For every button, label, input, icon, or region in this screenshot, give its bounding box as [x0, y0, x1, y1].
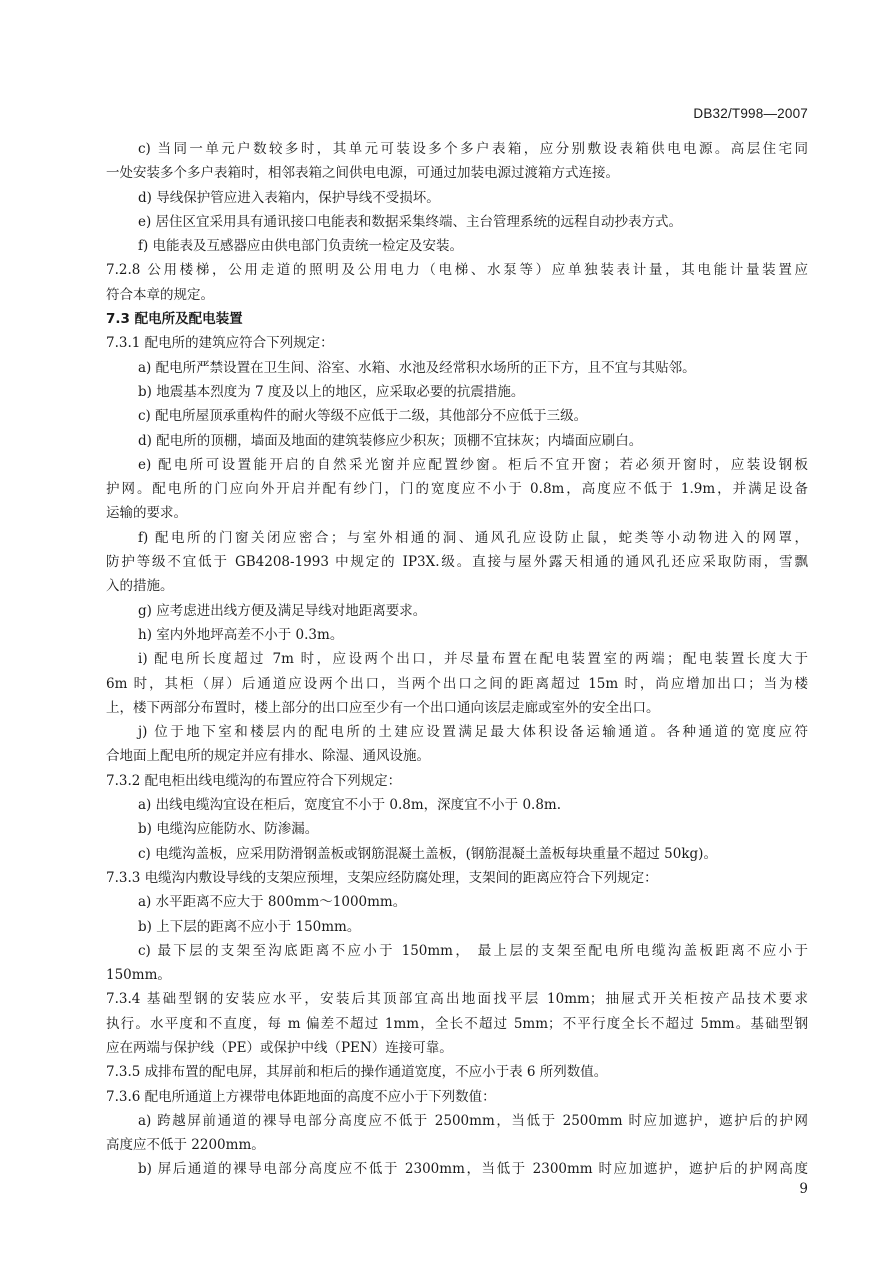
text-line: e) 居住区宜采用具有通讯接口电能表和数据采集终端、主台管理系统的远程自动抄表方式。 [138, 213, 683, 230]
text-line: g) 应考虑进出线方便及满足导线对地距离要求。 [138, 602, 427, 619]
text-line: 上，楼下两部分布置时，楼上部分的出口应至少有一个出口通向该层走廊或室外的安全出口。 [106, 699, 660, 716]
text-line: d) 配电所的顶棚，墙面及地面的建筑装修应少积灰；顶棚不宜抹灰；内墙面应刷白。 [138, 432, 643, 449]
text-line: i) 配电所长度超过 7m 时，应设两个出口，并尽量布置在配电装置室的两端；配电装置长度大于 [138, 651, 808, 668]
text-line: 7.3.2 配电柜出线电缆沟的布置应符合下列规定： [106, 772, 402, 789]
text-line: 护网。配电所的门应向外开启并配有纱门，门的宽度应不小于 0.8m，高度应不低于 1.9m，并满足设备 [106, 481, 808, 498]
text-line: b) 上下层的距离不应小于 150mm。 [138, 918, 361, 935]
text-line: f) 配电所的门窗关闭应密合；与室外相通的洞、通风孔应设防止鼠，蛇类等小动物进入的网罩， [138, 529, 808, 546]
text-line: c) 配电所屋顶承重构件的耐火等级不应低于二级，其他部分不应低于三级。 [138, 408, 588, 425]
text-line: c) 当同一单元户数较多时，其单元可装设多个多户表箱，应分别敷设表箱供电电源。高层住宅同 [138, 141, 808, 157]
text-line: c) 最下层的支架至沟底距离不应小于 150mm， 最上层的支架至配电所电缆沟盖板距离不应小于 [138, 942, 808, 959]
text-line: 入的措施。 [106, 578, 174, 595]
text-line: e) 配电所可设置能开启的自然采光窗并应配置纱窗。柜后不宜开窗；若必须开窗时，应装设钢板 [138, 456, 808, 473]
text-line: 150mm。 [106, 967, 171, 984]
text-line: j) 位于地下室和楼层内的配电所的土建应设置满足最大体积设备运输通道。各种通道的宽度应符 [138, 724, 808, 741]
page-number: 9 [799, 1181, 808, 1197]
text-line: f) 电能表及互感器应由供电部门负责统一检定及安装。 [138, 238, 464, 255]
text-line: 7.3.4 基础型钢的安装应水平，安装后其顶部宜高出地面找平层 10mm；抽屉式开关柜按产品技术要求 [106, 991, 808, 1008]
text-line: 执行。水平度和不直度，每 m 偏差不超过 1mm，全长不超过 5mm；不平行度全长不超过 5mm。基础型钢 [106, 1015, 808, 1032]
text-line: b) 电缆沟应能防水、防渗漏。 [138, 821, 319, 838]
text-line: a) 水平距离不应大于 800mm～1000mm。 [138, 894, 407, 911]
text-line: 7.3.3 电缆沟内敷设导线的支架应预埋，支架应经防腐处理，支架间的距离应符合下列规定： [106, 869, 658, 886]
text-line: b) 地震基本烈度为 7 度及以上的地区，应采取必要的抗震措施。 [138, 383, 525, 400]
text-line: 6m 时，其柜（屏）后通道应设两个出口，当两个出口之间的距离超过 15m 时，尚应增加出口；当为楼 [106, 675, 808, 692]
section-heading: 7.3 配电所及配电装置 [106, 311, 243, 328]
text-line: 7.3.6 配电所通道上方裸带电体距地面的高度不应小于下列数值： [106, 1088, 496, 1105]
document-code: DB32/T998—2007 [693, 106, 808, 121]
text-line: 高度应不低于 2200mm。 [106, 1137, 265, 1154]
text-line: 应在两端与保护线（PE）或保护中线（PEN）连接可靠。 [106, 1039, 453, 1056]
text-line: b) 屏后通道的裸导电部分高度应不低于 2300mm，当低于 2300mm 时应加遮护，遮护后的护网高度 [138, 1161, 808, 1178]
text-line: a) 出线电缆沟宜设在柜后，宽度宜不小于 0.8m，深度宜不小于 0.8m. [138, 797, 562, 814]
text-line: 7.3.1 配电所的建筑应符合下列规定： [106, 335, 334, 352]
text-line: d) 导线保护管应进入表箱内，保护导线不受损坏。 [138, 189, 440, 206]
text-line: 合地面上配电所的规定并应有排水、除湿、通风设施。 [106, 748, 430, 765]
text-line: a) 跨越屏前通道的裸导电部分高度应不低于 2500mm，当低于 2500mm 时应加遮护，遮护后的护网 [138, 1112, 808, 1129]
text-line: 7.3.5 成排布置的配电屏，其屏前和柜后的操作通道宽度，不应小于表 6 所列数值。 [106, 1064, 608, 1081]
text-line: 7.2.8 公用楼梯，公用走道的照明及公用电力（电梯、水泵等）应单独装表计量，其电能计量装置应 [106, 262, 808, 279]
text-line: a) 配电所严禁设置在卫生间、浴室、水箱、水池及经常积水场所的正下方，且不宜与其贴邻。 [138, 359, 696, 376]
document-body [106, 137, 808, 1182]
text-line: c) 电缆沟盖板，应采用防滑钢盖板或钢筋混凝土盖板，(钢筋混凝土盖板每块重量不超过 50kg)。 [138, 845, 717, 862]
text-line: h) 室内外地坪高差不小于 0.3m。 [138, 626, 344, 643]
text-line: 运输的要求。 [106, 505, 187, 522]
text-line: 符合本章的规定。 [106, 286, 214, 303]
text-line: 一处安装多个多户表箱时，相邻表箱之间供电电源，可通过加装电源过渡箱方式连接。 [106, 165, 619, 182]
text-line: 防护等级不宜低于 GB4208-1993 中规定的 IP3X.级。直接与屋外露天相通的通风孔还应采取防雨，雪飘 [106, 554, 808, 571]
